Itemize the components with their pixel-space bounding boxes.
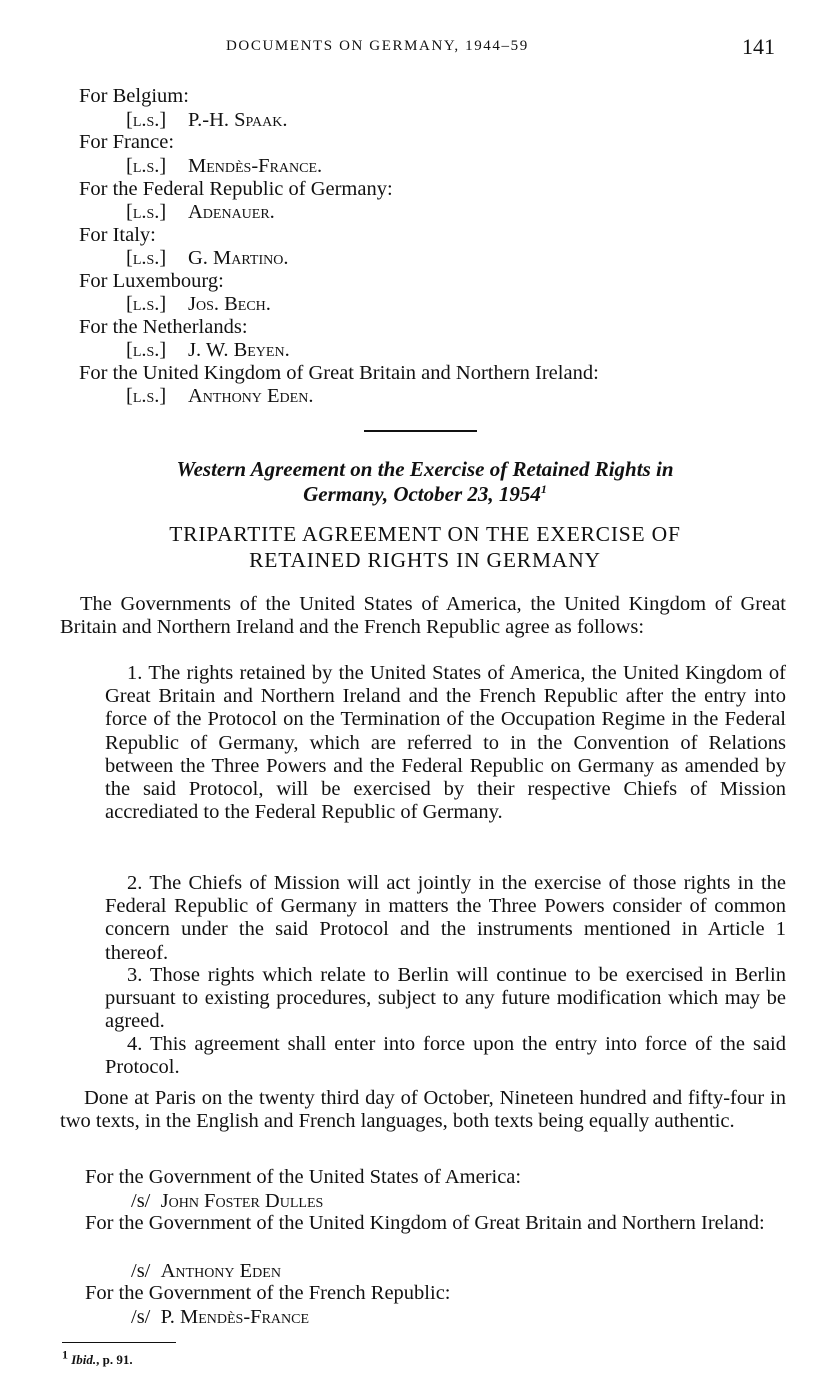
- signatory-signature: [126, 247, 288, 270]
- preamble: The Governments of the United States of America, the United Kingdom of Great Britain and Northern Ireland and the French Republic agree as follows:: [60, 593, 786, 639]
- signature-mark: /s/: [131, 1306, 151, 1328]
- signatory-name: John Foster Dulles: [160, 1190, 324, 1212]
- signatory-name: P. Mendès-France: [160, 1306, 310, 1328]
- page-number: 141: [742, 34, 775, 59]
- signatory-signature: [126, 339, 290, 362]
- agreement-heading-line: Western Agreement on the Exercise of Retained Rights in: [176, 457, 674, 481]
- signatory-signature: [126, 385, 313, 408]
- footnote-reference: 1: [540, 482, 547, 496]
- signatory-party: For France:: [79, 131, 175, 153]
- signature-line: [131, 1306, 309, 1329]
- signature-line: [131, 1260, 281, 1283]
- footnote-page: , p. 91.: [96, 1352, 133, 1367]
- seal-mark: [l.s.]: [126, 201, 167, 223]
- seal-mark: [l.s.]: [126, 339, 167, 361]
- seal-mark: [l.s.]: [126, 293, 167, 315]
- seal-mark: [l.s.]: [126, 155, 167, 177]
- footnote-source: Ibid.: [71, 1352, 97, 1367]
- signature-mark: /s/: [131, 1260, 151, 1282]
- agreement-heading-date: Germany, October 23, 1954: [303, 482, 541, 506]
- seal-mark: [l.s.]: [126, 109, 167, 131]
- signature-mark: /s/: [131, 1190, 151, 1212]
- signatory-name: Anthony Eden.: [188, 385, 314, 407]
- agreement-heading: [60, 457, 790, 507]
- signatory-name: Mendès-France.: [188, 155, 323, 177]
- article-4: 4. This agreement shall enter into force upon the entry into force of the said Protocol.: [105, 1033, 786, 1079]
- signature-party: For the Government of the French Republic:: [85, 1282, 451, 1304]
- signature-party: For the Government of the United States of America:: [85, 1166, 522, 1188]
- signatory-party: For Belgium:: [79, 85, 189, 107]
- agreement-title-line: RETAINED RIGHTS IN GERMANY: [249, 548, 601, 572]
- signature-line: [131, 1190, 323, 1213]
- article-1: 1. The rights retained by the United States of America, the United Kingdom of Great Britain and Northern Ireland and the French Republic after the entry into force of the Protocol on the Termination of the Occupation Regime in the Federal Republic of Germany, which are referred to in the Convention of Relations between the Three Powers and the Federal Republic on Germany as amended by the said Protocol, will be exercised by their respective Chiefs of Mission accrediated to the Federal Republic of Germany.: [105, 662, 786, 824]
- footnote-rule: [62, 1342, 176, 1343]
- signatory-party: For Italy:: [79, 224, 156, 246]
- signatory-party: For the Federal Republic of Germany:: [79, 178, 393, 200]
- signatory-party: For the Netherlands:: [79, 316, 248, 338]
- signatory-name: P.-H. Spaak.: [188, 109, 288, 131]
- signatory-name: Anthony Eden: [160, 1260, 281, 1282]
- signature-party: For the Government of the United Kingdom of Great Britain and Northern Ireland:: [85, 1212, 765, 1234]
- agreement-title-line: TRIPARTITE AGREEMENT ON THE EXERCISE OF: [169, 522, 681, 546]
- agreement-title: [60, 521, 790, 573]
- signatory-signature: [126, 293, 271, 316]
- footnote: [62, 1347, 133, 1368]
- section-divider: [364, 430, 477, 432]
- running-title: DOCUMENTS ON GERMANY, 1944–59: [226, 38, 529, 54]
- seal-mark: [l.s.]: [126, 247, 167, 269]
- signatory-name: J. W. Beyen.: [188, 339, 290, 361]
- done-at-clause: Done at Paris on the twenty third day of October, Nineteen hundred and fifty-four in two texts, in the English and French languages, both texts being equally authentic.: [60, 1087, 786, 1133]
- signatory-party: For Luxembourg:: [79, 270, 224, 292]
- agreement-heading-line: [60, 482, 790, 507]
- signatory-name: Jos. Bech.: [188, 293, 271, 315]
- signatory-name: G. Martino.: [188, 247, 289, 269]
- signatory-signature: [126, 155, 322, 178]
- article-2: 2. The Chiefs of Mission will act jointly in the exercise of those rights in the Federal Republic of Germany in matters the Three Powers consider of common concern under the said Protocol and the instruments mentioned in Article 1 thereof.: [105, 872, 786, 964]
- article-3: 3. Those rights which relate to Berlin will continue to be exercised in Berlin pursuant to existing procedures, subject to any future modification which may be agreed.: [105, 964, 786, 1033]
- seal-mark: [l.s.]: [126, 385, 167, 407]
- signatory-party: For the United Kingdom of Great Britain and Northern Ireland:: [79, 362, 599, 384]
- signatory-signature: [126, 201, 275, 224]
- signatory-name: Adenauer.: [188, 201, 275, 223]
- signatory-signature: [126, 109, 288, 132]
- footnote-marker: 1: [62, 1347, 68, 1362]
- running-head: [0, 34, 836, 62]
